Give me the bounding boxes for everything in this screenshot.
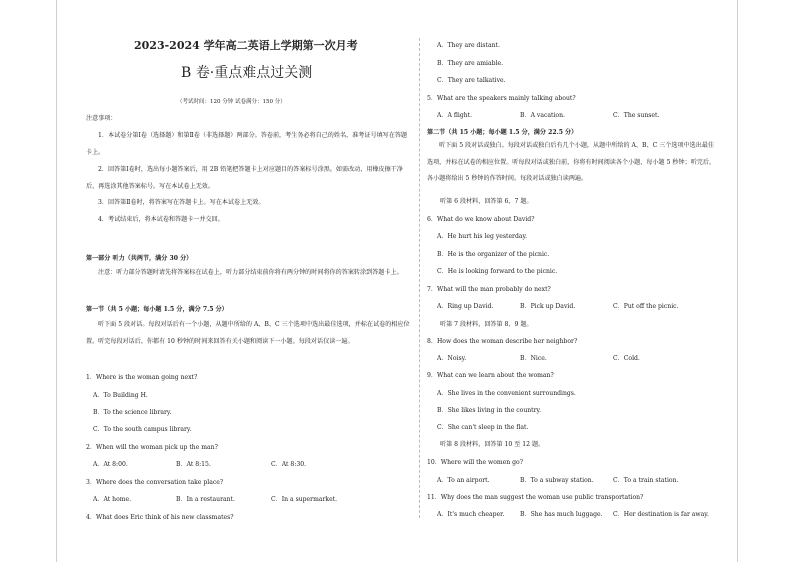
section2-intro: 听下面 5 段对话或独白。每段对话或独白后有几个小题，从题中所给的 A、B、C 三个选项中选出最佳选项，并标在试卷的相应位置。听每段对话或独白前，你将有时间阅读各个小题，每小题 5 秒钟；听完后，各小题将给出 5 秒钟的作答时间。每段对话或独白读两遍。 bbox=[427, 142, 716, 182]
q9-option-b[interactable]: B．She likes living in the country. bbox=[437, 407, 542, 414]
listen-6-note: 听第 6 段材料，回答第 6、7 题。 bbox=[440, 198, 533, 205]
q5-option-c[interactable]: C．The sunset. bbox=[613, 112, 660, 119]
q7-option-c[interactable]: C．Put off the picnic. bbox=[613, 303, 679, 310]
listen-8-note: 听第 8 段材料，回答第 10 至 12 题。 bbox=[440, 441, 545, 448]
listen-7-note: 听第 7 段材料，回答第 8、9 题。 bbox=[440, 321, 533, 328]
question-1: 1．Where is the woman going next? bbox=[86, 374, 198, 381]
page-edge-right bbox=[737, 0, 738, 562]
q6-option-c[interactable]: C．He is looking forward to the picnic. bbox=[437, 268, 558, 275]
question-3: 3．Where does the conversation take place? bbox=[86, 479, 224, 486]
q7-option-a[interactable]: A．Ring up David. bbox=[437, 303, 494, 310]
question-10: 10．Where will the women go? bbox=[427, 459, 523, 466]
question-6: 6．What do we know about David? bbox=[427, 216, 535, 223]
q10-option-b[interactable]: B．To a subway station. bbox=[520, 477, 594, 484]
q5-option-b[interactable]: B．A vacation. bbox=[520, 112, 565, 119]
q6-option-b[interactable]: B．He is the organizer of the picnic. bbox=[437, 251, 550, 258]
q9-option-a[interactable]: A．She lives in the convenient surroundings. bbox=[437, 390, 576, 397]
q11-option-a[interactable]: A．It's much cheaper. bbox=[437, 511, 505, 518]
q2-option-c[interactable]: C．At 8:30. bbox=[271, 461, 307, 468]
question-11: 11．Why does the man suggest the woman use public transportation? bbox=[427, 494, 644, 501]
q8-option-a[interactable]: A．Noisy. bbox=[437, 355, 467, 362]
q4-option-a[interactable]: A．They are distant. bbox=[437, 42, 500, 49]
note-item-3: 3．回答第Ⅱ卷时，将答案写在答题卡上。写在本试卷上无效。 bbox=[98, 199, 265, 206]
q3-option-c[interactable]: C．In a supermarket. bbox=[271, 496, 338, 503]
q3-option-a[interactable]: A．At home. bbox=[93, 496, 132, 503]
question-7: 7．What will the man probably do next? bbox=[427, 286, 551, 293]
q4-option-b[interactable]: B．They are amiable. bbox=[437, 60, 504, 67]
q3-option-b[interactable]: B．In a restaurant. bbox=[176, 496, 235, 503]
q11-option-b[interactable]: B．She has much luggage. bbox=[520, 511, 603, 518]
q6-option-a[interactable]: A．He hurt his leg yesterday. bbox=[437, 233, 528, 240]
question-4: 4．What does Eric think of his new classmates? bbox=[86, 514, 234, 521]
part1-intro: 注意：听力部分答题时请先将答案标在试卷上，听力部分结束前你将有两分钟的时间将你的答案转涂到答题卡上。 bbox=[98, 269, 403, 276]
question-5: 5．What are the speakers mainly talking about? bbox=[427, 95, 576, 102]
note-item-2: 2．回答第Ⅰ卷时，选出每小题答案后，用 2B 铅笔把答题卡上对应题目的答案标号涂黑。如需改动，用橡皮擦干净后，再选涂其他答案标号。写在本试卷上无效。 bbox=[86, 166, 403, 190]
q1-option-a[interactable]: A．To Building H. bbox=[93, 392, 148, 399]
q8-option-c[interactable]: C．Cold. bbox=[613, 355, 640, 362]
q9-option-c[interactable]: C．She can't sleep in the flat. bbox=[437, 424, 529, 431]
note-item-4: 4．考试结束后，将本试卷和答题卡一并交回。 bbox=[98, 216, 224, 223]
q10-option-c[interactable]: C．To a train station. bbox=[613, 477, 679, 484]
q1-option-c[interactable]: C．To the south campus library. bbox=[93, 426, 192, 433]
q1-option-b[interactable]: B．To the science library. bbox=[93, 409, 172, 416]
exam-subtitle: B 卷·重点难点过关测 bbox=[181, 65, 313, 81]
part1-heading: 第一部分 听力（共两节，满分 30 分） bbox=[86, 255, 193, 262]
q7-option-b[interactable]: B．Pick up David. bbox=[520, 303, 576, 310]
q11-option-c[interactable]: C．Her destination is far away. bbox=[613, 511, 709, 518]
q4-option-c[interactable]: C．They are talkative. bbox=[437, 77, 506, 84]
column-divider bbox=[419, 38, 420, 518]
question-2: 2．When will the woman pick up the man? bbox=[86, 444, 218, 451]
q10-option-a[interactable]: A．To an airport. bbox=[437, 477, 490, 484]
question-8: 8．How does the woman describe her neighbor? bbox=[427, 338, 578, 345]
notes-heading: 注意事项： bbox=[86, 115, 117, 122]
section2-heading: 第二节（共 15 小题；每小题 1.5 分，满分 22.5 分） bbox=[427, 129, 578, 136]
section1-intro: 听下面 5 段对话。每段对话后有一个小题，从题中所给的 A、B、C 三个选项中选出最佳选项，并标在试卷的相应位置。听完每段对话后，你都有 10 秒钟的时间来回答有关小题和阅读下一小题。每段对话仅读一遍。 bbox=[86, 321, 410, 345]
page-edge-left bbox=[56, 0, 57, 562]
q5-option-a[interactable]: A．A flight. bbox=[437, 112, 473, 119]
note-item-1: 1．本试卷分第Ⅰ卷（选择题）和第Ⅱ卷（非选择题）两部分。答卷前，考生务必将自己的姓名、准考证号填写在答题卡上。 bbox=[86, 132, 408, 156]
exam-info: （考试时间：120 分钟 试卷满分：150 分） bbox=[177, 99, 286, 105]
q2-option-a[interactable]: A．At 8:00. bbox=[93, 461, 128, 468]
q8-option-b[interactable]: B．Nice. bbox=[520, 355, 547, 362]
exam-title: 2023-2024 学年高二英语上学期第一次月考 bbox=[134, 39, 358, 52]
q2-option-b[interactable]: B．At 8:15. bbox=[176, 461, 211, 468]
question-9: 9．What can we learn about the woman? bbox=[427, 372, 554, 379]
section1-heading: 第一节（共 5 小题；每小题 1.5 分，满分 7.5 分） bbox=[86, 306, 228, 313]
